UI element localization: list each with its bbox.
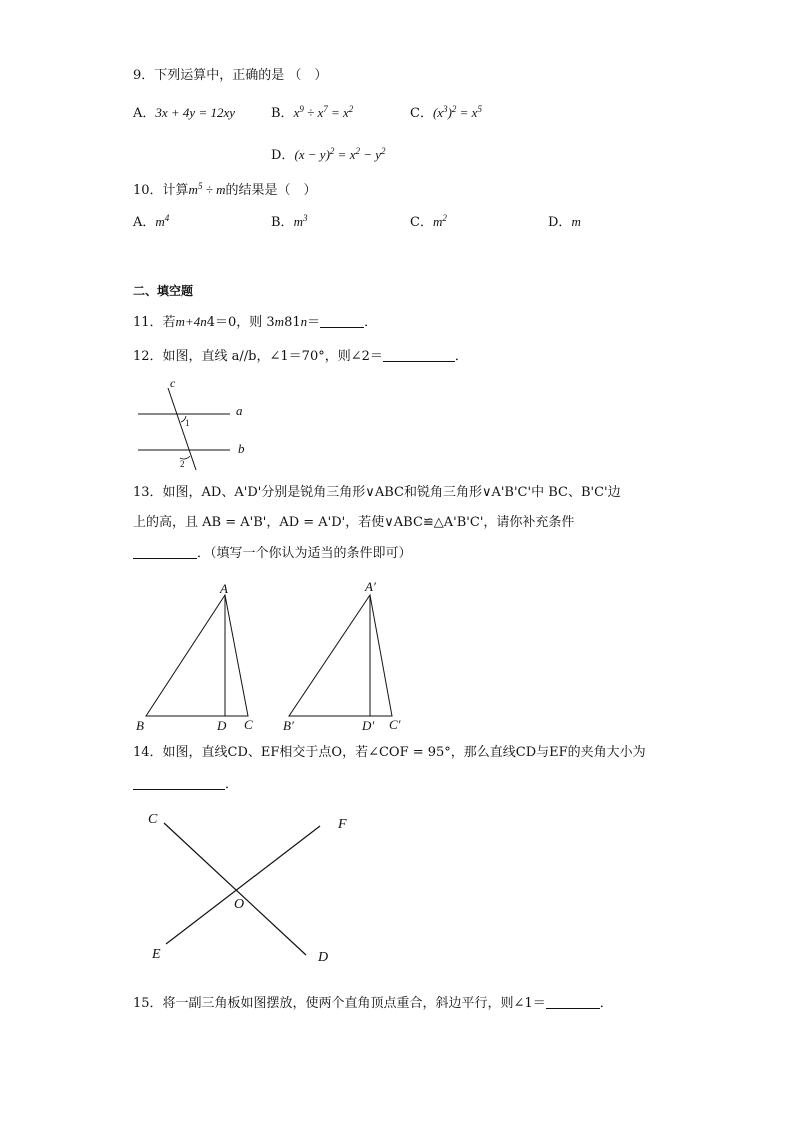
fig12-label-c: c bbox=[170, 376, 176, 390]
q9-option-c: C．$(x^3)^2 = x^5$ bbox=[410, 104, 482, 121]
fig13-label-a-prime: A′ bbox=[365, 579, 376, 594]
question-12: 12．如图，直线 a//b，∠1＝70°，则∠2＝ ． bbox=[133, 349, 468, 364]
question-13-line1: 13．如图，AD、A'D'分别是锐角三角形∨ABC和锐角三角形∨A'B'C'中 BC、B'C'边 bbox=[133, 485, 621, 500]
q9-option-d: D．$(x - y)^2 = x^2 - y^2$ bbox=[271, 146, 386, 163]
fig13-label-d: D bbox=[217, 718, 227, 733]
q15-answer-blank[interactable] bbox=[546, 996, 600, 1009]
question-14-line2: ． bbox=[133, 776, 238, 794]
fig14-label-f: F bbox=[338, 817, 347, 832]
fig12-label-b: b bbox=[238, 441, 245, 456]
fig14-label-c: C bbox=[148, 812, 158, 827]
section-title-fill-in: 二、填空题 bbox=[133, 284, 194, 298]
fig14-label-e: E bbox=[152, 947, 161, 962]
fig13-label-b: B bbox=[136, 718, 144, 733]
fig14-label-d: D bbox=[318, 950, 329, 965]
fig14-label-o: O bbox=[234, 897, 245, 912]
question-15: 15．将一副三角板如图摆放，使两个直角顶点重合，斜边平行，则∠1＝ ． bbox=[133, 996, 613, 1011]
fig13-label-c: C bbox=[244, 717, 253, 732]
question-11: 11．若m+4n4＝0，则 3m81n＝ ． bbox=[133, 314, 378, 330]
q10-option-b: B．$m^3$ bbox=[271, 213, 308, 230]
fig13-label-a: A bbox=[220, 581, 228, 596]
fig12-label-a: a bbox=[236, 403, 243, 418]
q10-option-d: D．m bbox=[548, 214, 581, 230]
q10-option-c: C．$m^2$ bbox=[410, 213, 447, 230]
question-14-line1: 14．如图，直线CD、EF相交于点O，若∠COF = 95°，那么直线CD与EF的夹角大小为 bbox=[133, 745, 646, 760]
fig12-label-1: 1 bbox=[185, 418, 190, 428]
fig13-label-d-prime: D′ bbox=[362, 718, 375, 733]
fig13-label-b-prime: B′ bbox=[283, 718, 294, 733]
q9-option-b: B．$x^9 \div x^7 = x^2$ bbox=[271, 104, 354, 121]
q9-option-a: A．3x + 4y = 12xy bbox=[133, 105, 236, 121]
question-9-stem: 9．下列运算中，正确的是 （ ） bbox=[133, 68, 328, 83]
question-13-line3: ．（填写一个你认为适当的条件即可） bbox=[133, 545, 412, 563]
fig12-label-2: 2 bbox=[180, 459, 185, 469]
q10-option-a: A．$m^4$ bbox=[133, 213, 170, 230]
fig13-label-c-prime: C′ bbox=[389, 717, 401, 732]
question-13-line2: 上的高，且 AB = A'B'，AD = A'D'，若使∨ABC≌△A'B'C'，请你补充条件 bbox=[133, 515, 575, 530]
question-10-stem: 10．计算$m^5 \div m$的结果是（ ） bbox=[133, 181, 317, 198]
